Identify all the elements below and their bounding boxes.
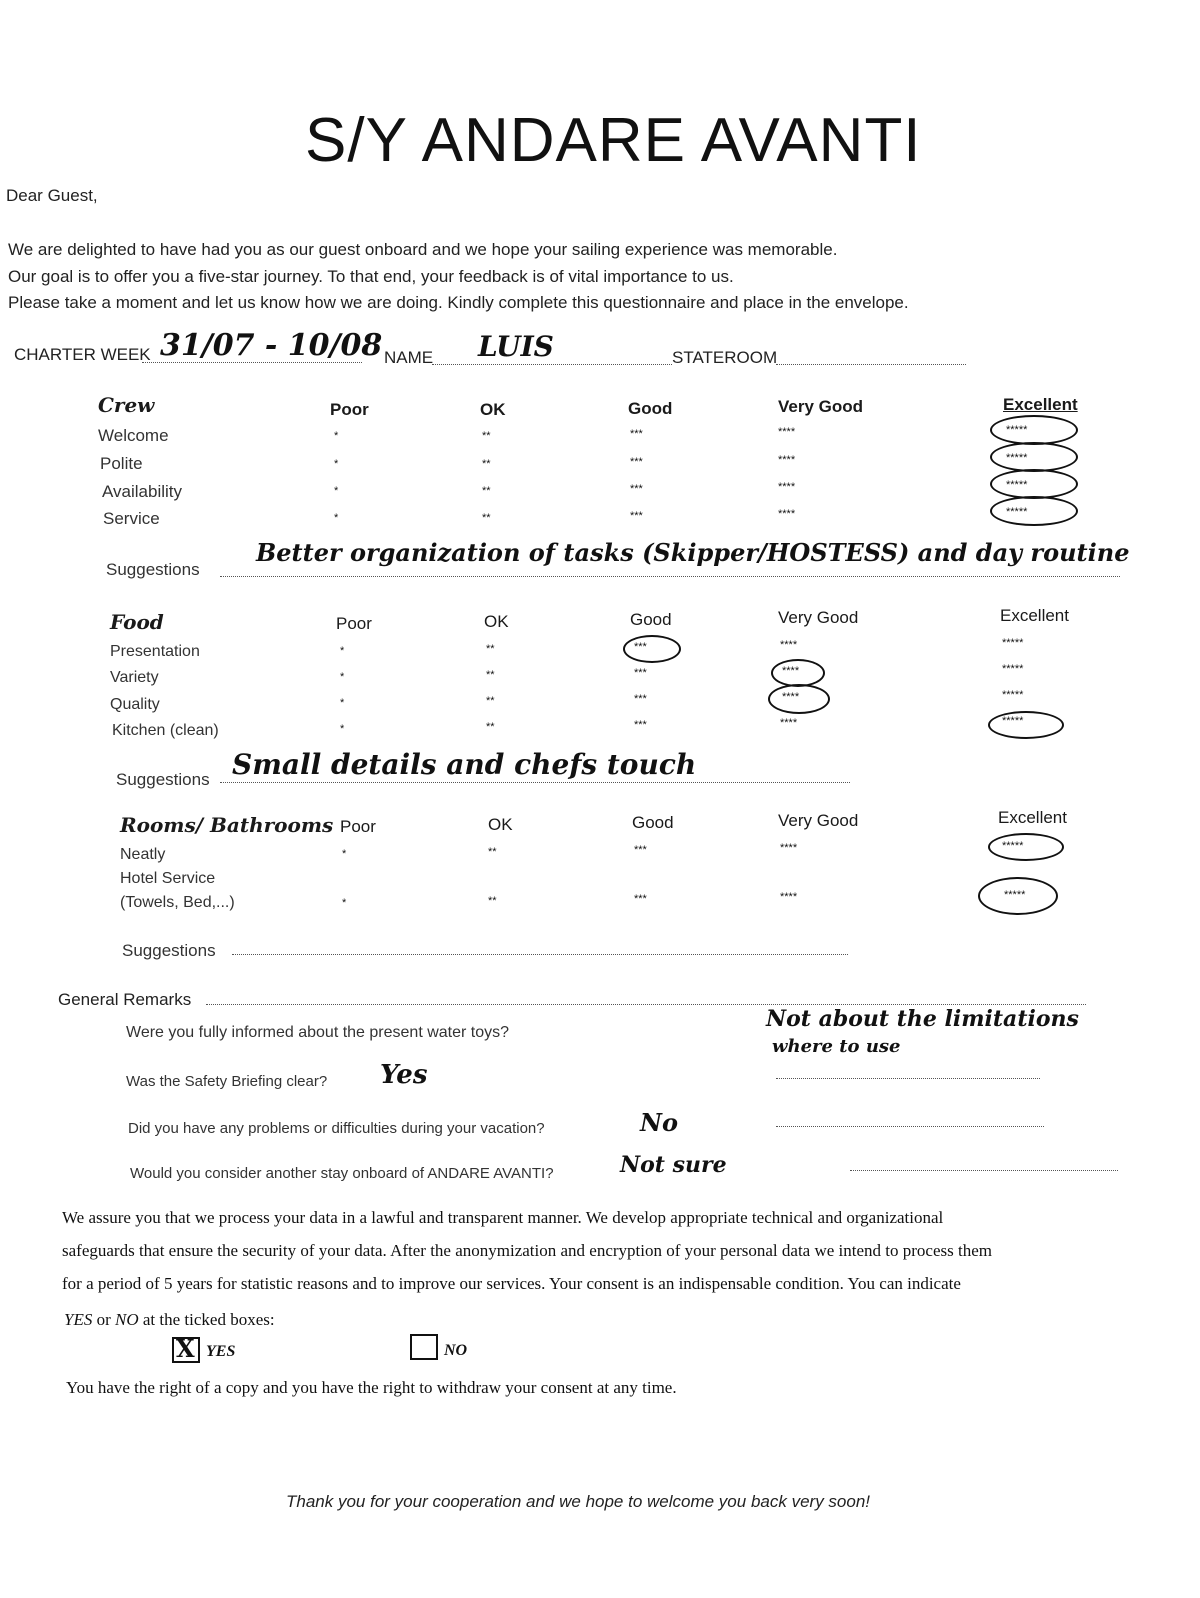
- stateroom-line: [776, 364, 966, 365]
- rating-star-5[interactable]: *****: [1002, 840, 1024, 852]
- rating-star-1[interactable]: *: [340, 697, 345, 709]
- rating-star-2[interactable]: **: [488, 895, 497, 907]
- rooms-col-very-good: Very Good: [778, 811, 859, 830]
- question-water-toys: Were you fully informed about the present water toys?: [126, 1024, 510, 1041]
- selection-circle: [623, 635, 681, 663]
- rating-star-3[interactable]: ***: [634, 693, 647, 705]
- page-title: S/Y ANDARE AVANTI: [305, 106, 922, 175]
- name-value[interactable]: LUIS: [478, 330, 554, 363]
- rating-star-2[interactable]: **: [486, 721, 495, 733]
- rating-star-5[interactable]: *****: [1002, 637, 1024, 649]
- rating-star-5[interactable]: *****: [1004, 889, 1026, 901]
- rating-star-2[interactable]: **: [486, 669, 495, 681]
- answer-safety-briefing[interactable]: Yes: [380, 1060, 428, 1090]
- rating-star-1[interactable]: *: [334, 430, 339, 442]
- rating-star-1[interactable]: *: [340, 671, 345, 683]
- question-safety-briefing: Was the Safety Briefing clear?: [126, 1073, 328, 1090]
- consent-line-3: for a period of 5 years for statistic reasons and to improve our services. Your consent is an indispensable condition. You can indicate: [62, 1274, 961, 1293]
- rating-star-4[interactable]: ****: [780, 842, 798, 854]
- rooms-col-excellent: Excellent: [998, 808, 1067, 827]
- crew-suggestions-line: [220, 576, 1120, 577]
- crew-suggestions-label: Suggestions: [106, 560, 200, 579]
- rating-star-4[interactable]: ****: [778, 426, 796, 438]
- crew-col-good: Good: [628, 399, 673, 418]
- question-problems: Did you have any problems or difficulties during your vacation?: [128, 1120, 545, 1137]
- food-col-ok: OK: [484, 612, 509, 631]
- general-remarks-line: [206, 1004, 1086, 1005]
- answer-water-toys-line-2[interactable]: where to use: [772, 1036, 901, 1057]
- rating-star-3[interactable]: ***: [630, 510, 643, 522]
- rating-star-2[interactable]: **: [482, 458, 491, 470]
- rating-star-5[interactable]: *****: [1006, 479, 1028, 491]
- rating-star-3[interactable]: ***: [630, 428, 643, 440]
- rating-star-3[interactable]: ***: [630, 456, 643, 468]
- rating-star-5[interactable]: *****: [1006, 424, 1028, 436]
- rating-star-1[interactable]: *: [340, 723, 345, 735]
- answer-problems[interactable]: No: [640, 1108, 678, 1137]
- food-col-very-good: Very Good: [778, 608, 859, 627]
- consent-rights: You have the right of a copy and you have the right to withdraw your consent at any time.: [66, 1378, 677, 1397]
- general-remarks-label: General Remarks: [58, 990, 192, 1009]
- selection-circle: [990, 415, 1078, 445]
- rooms-row-label: Neatly: [120, 846, 166, 863]
- footer-thanks: Thank you for your cooperation and we hope to welcome you back very soon!: [286, 1492, 871, 1511]
- rating-star-5[interactable]: *****: [1002, 689, 1024, 701]
- answer-water-toys[interactable]: Not about the limitations: [766, 1006, 1079, 1032]
- greeting: Dear Guest,: [6, 186, 98, 205]
- rating-star-1[interactable]: *: [334, 458, 339, 470]
- consent-no-checkbox[interactable]: [410, 1334, 438, 1360]
- rating-star-2[interactable]: **: [482, 512, 491, 524]
- stateroom-label: STATEROOM: [672, 348, 778, 367]
- consent-yes-checkmark: X: [176, 1334, 195, 1363]
- selection-circle: [990, 442, 1078, 472]
- crew-row-label: Welcome: [98, 426, 169, 445]
- charter-week-label: CHARTER WEEK: [14, 345, 151, 364]
- rating-star-2[interactable]: **: [486, 643, 495, 655]
- rooms-suggestions-label: Suggestions: [122, 941, 216, 960]
- rating-star-3[interactable]: ***: [630, 483, 643, 495]
- rating-star-4[interactable]: ****: [778, 481, 796, 493]
- crew-row-label: Polite: [100, 454, 143, 473]
- selection-circle: [990, 469, 1078, 499]
- rating-star-2[interactable]: **: [486, 695, 495, 707]
- consent-yes-label: YES: [206, 1343, 236, 1360]
- crew-col-very-good: Very Good: [778, 397, 864, 416]
- crew-col-excellent: Excellent: [1003, 395, 1078, 414]
- answer-line: [776, 1078, 1040, 1079]
- rating-star-4[interactable]: ****: [782, 665, 800, 677]
- food-suggestions-label: Suggestions: [116, 770, 210, 789]
- food-row-label: Kitchen (clean): [112, 722, 219, 739]
- rating-star-1[interactable]: *: [342, 848, 347, 860]
- consent-line-4: [64, 1310, 275, 1330]
- rooms-suggestions-line: [232, 954, 848, 955]
- rating-star-1[interactable]: *: [334, 512, 339, 524]
- food-section-title: Food: [110, 610, 164, 634]
- crew-section-title: Crew: [98, 393, 155, 417]
- rooms-row-label: Hotel Service: [120, 870, 216, 887]
- name-label: NAME: [384, 348, 434, 367]
- answer-line: [776, 1126, 1044, 1127]
- rooms-section-title: Rooms/ Bathrooms: [120, 813, 334, 837]
- rating-star-4[interactable]: ****: [780, 639, 798, 651]
- selection-circle: [988, 833, 1064, 861]
- intro-line-3: Please take a moment and let us know how we are doing. Kindly complete this questionnaire and place in the envelope.: [8, 293, 909, 312]
- rating-star-2[interactable]: **: [488, 846, 497, 858]
- rooms-col-ok: OK: [488, 815, 513, 834]
- rating-star-4[interactable]: ****: [778, 508, 796, 520]
- selection-circle: [988, 711, 1064, 739]
- crew-row-label: Availability: [102, 482, 183, 501]
- food-row-label: Presentation: [110, 643, 200, 660]
- rating-star-3[interactable]: ***: [634, 667, 647, 679]
- rating-star-3[interactable]: ***: [634, 719, 647, 731]
- charter-week-value[interactable]: 31/07 - 10/08: [160, 328, 383, 363]
- name-line: [432, 364, 672, 365]
- consent-or-word: or: [92, 1310, 116, 1329]
- food-col-good: Good: [630, 610, 672, 629]
- rooms-row-label: (Towels, Bed,...): [120, 894, 235, 911]
- consent-no-label: NO: [444, 1342, 468, 1359]
- rating-star-5[interactable]: *****: [1002, 715, 1024, 727]
- answer-another-stay[interactable]: Not sure: [620, 1152, 727, 1178]
- food-col-excellent: Excellent: [1000, 606, 1069, 625]
- selection-circle: [978, 877, 1058, 915]
- question-another-stay: Would you consider another stay onboard of ANDARE AVANTI?: [130, 1165, 554, 1182]
- rating-star-5[interactable]: *****: [1006, 506, 1028, 518]
- rating-star-3[interactable]: ***: [634, 844, 647, 856]
- rooms-col-poor: Poor: [340, 817, 376, 836]
- rating-star-1[interactable]: *: [342, 897, 347, 909]
- rating-star-5[interactable]: *****: [1002, 663, 1024, 675]
- rating-star-3[interactable]: ***: [634, 641, 647, 653]
- food-row-label: Quality: [110, 696, 160, 713]
- selection-circle: [990, 496, 1078, 526]
- food-row-label: Variety: [110, 669, 159, 686]
- intro-line-1: We are delighted to have had you as our guest onboard and we hope your sailing experience was memorable.: [8, 240, 838, 259]
- rating-star-1[interactable]: *: [334, 485, 339, 497]
- consent-yes-word: YES: [64, 1310, 93, 1329]
- rating-star-2[interactable]: **: [482, 430, 491, 442]
- rooms-col-good: Good: [632, 813, 674, 832]
- crew-suggestions-value[interactable]: Better organization of tasks (Skipper/HOSTESS) and day routine: [256, 538, 1130, 567]
- consent-line-1: We assure you that we process your data in a lawful and transparent manner. We develop appropriate technical and organizational: [62, 1208, 944, 1227]
- crew-col-ok: OK: [480, 400, 506, 419]
- rating-star-2[interactable]: **: [482, 485, 491, 497]
- selection-circle: [768, 684, 830, 714]
- food-suggestions-value[interactable]: Small details and chefs touch: [232, 748, 697, 781]
- rating-star-4[interactable]: ****: [778, 454, 796, 466]
- food-col-poor: Poor: [336, 614, 372, 633]
- rating-star-4[interactable]: ****: [782, 691, 800, 703]
- rating-star-3[interactable]: ***: [634, 893, 647, 905]
- rating-star-4[interactable]: ****: [780, 891, 798, 903]
- intro-line-2: Our goal is to offer you a five-star journey. To that end, your feedback is of vital importance to us.: [8, 267, 734, 286]
- consent-rest: at the ticked boxes:: [138, 1310, 275, 1329]
- rating-star-4[interactable]: ****: [780, 717, 798, 729]
- consent-line-2: safeguards that ensure the security of your data. After the anonymization and encryption of your personal data we intend to process them: [62, 1241, 992, 1260]
- rating-star-1[interactable]: *: [340, 645, 345, 657]
- consent-no-word: NO: [115, 1310, 139, 1329]
- answer-line: [850, 1170, 1118, 1171]
- selection-circle: [771, 659, 825, 687]
- food-suggestions-line: [220, 782, 850, 783]
- rating-star-5[interactable]: *****: [1006, 452, 1028, 464]
- crew-col-poor: Poor: [330, 400, 369, 419]
- crew-row-label: Service: [103, 509, 160, 528]
